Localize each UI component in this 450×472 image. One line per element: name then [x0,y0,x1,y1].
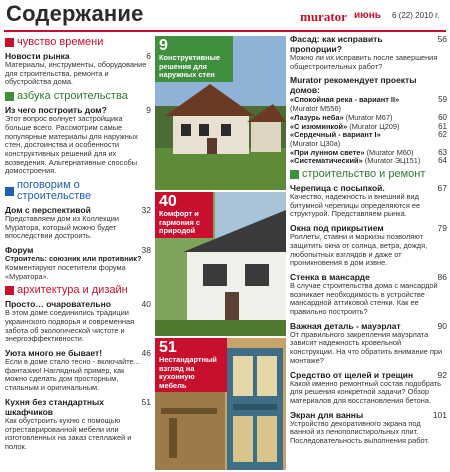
project-code: (Murator M60) [366,147,414,157]
item-title: Экран для ванны [290,409,364,420]
left-column [5,34,151,472]
toc-item-too-much[interactable] [5,348,151,393]
project-code: (Murator M67) [345,112,393,122]
item-desc: Как обустроить кухню с помощью отреставрированной мебели или изготовленных на заказ стеллажей и полок. [5,415,132,451]
section-marker-icon [5,187,14,196]
item-desc: Этот вопрос волнует застройщика больше всего. Рассмотрим самые популярные материалы для наружных стен, достоинства и особенности конструктивных решений для их возведения. Альтернативные способы домостроения. [5,114,138,176]
section-arch [5,285,151,296]
toc-item-kitchen[interactable] [5,397,151,452]
item-desc: От правильного закрепления мауэрлата зависит надежность кровельной конструкции. На что обратить внимание при монтаже? [290,329,443,365]
item-title: Уюта много не бывает! [5,348,103,359]
header-rule [4,30,446,32]
item-page: 32 [141,205,151,216]
toc-item-attic[interactable] [290,272,447,317]
item-desc: Качество, надежность и внешний вид битумной черепицы определяются ее структурой. Представляем рынка. [290,192,421,219]
section-talk [5,180,151,202]
item-title: Черепица с посыпкой. [290,183,385,194]
project-row[interactable] [290,96,447,113]
item-page: 40 [141,299,151,310]
section-build [5,91,151,102]
issue-number: 6 (22) 2010 г. [392,11,440,20]
item-title: Фасад: как исправить пропорции? [290,34,383,54]
item-page: 9 [146,105,151,116]
item-desc: Устройство декоративного экрана под ванной из пенополистирольных плит. Последовательность выполнения работ. [290,418,430,446]
toc-item-build-from[interactable] [5,105,151,176]
item-page: 38 [141,245,151,256]
section-marker-icon [5,38,14,47]
item-page: 101 [432,409,447,420]
item-title: Стенка в мансарде [290,271,370,282]
header [0,0,450,30]
item-desc: Роллеты, ставни и маркизы позволяют защитить окна от солнца, ветра, дождя, любопытных взглядов и даже от проникновения в дом извне. [290,232,428,268]
item-desc: Представляем дом из Коллекции Муратора, который можно будет впоследствии достроить. [5,214,119,241]
photo-house-nature[interactable] [155,192,286,338]
project-code: (Murator M556) [290,104,341,114]
badge-nature [155,192,213,238]
issue-month: июнь [354,10,381,21]
toc-item-future-house[interactable] [5,205,151,241]
item-title: Окна под прикрытием [290,223,384,234]
badge-text: Конструктивные решения для наружных стен [159,53,221,79]
item-title: Из чего построить дом? [5,105,107,116]
item-subtitle: Строитель: союзник или противник? [5,254,142,264]
brand-logo: murator [300,9,347,24]
project-name: «Спокойная река - вариант II» [290,95,400,105]
project-name: «Лазурь неба» [290,112,344,122]
item-page: 46 [141,348,151,359]
project-page: 60 [438,112,447,122]
project-name: «Систематический» [290,156,363,166]
section-time [5,37,151,48]
project-code: (Murator Ц30a) [290,138,341,148]
badge-text: Нестандартный взгляд на кухонную мебель [159,355,217,390]
project-row[interactable] [290,157,447,166]
toc-item-facade[interactable] [290,34,447,71]
item-page: 67 [437,183,447,194]
badge-text: Комфорт и гармония с природой [159,209,200,235]
photo-kitchen[interactable] [155,338,286,472]
item-desc: Комментируют посетители форума «Муратора». [5,262,126,281]
item-desc: В этом доме соединились традиции украинского подворья и современная забота об экологической чистоте и энергоэффективности. [5,308,135,344]
section-repair [290,169,447,180]
item-title: Дом с перспективой [5,205,91,216]
item-desc: Можно ли их исправить после завершения общестроительных работ? [290,53,438,71]
section-marker-icon [290,170,299,179]
item-page: 86 [437,271,447,282]
item-title: Важная деталь - мауэрлат [290,320,401,331]
toc-item-bath[interactable] [290,410,447,446]
item-page: 6 [146,51,151,61]
toc-item-forum[interactable] [5,245,151,281]
item-title: Просто… очаровательно [5,299,111,310]
project-name: «При лунном свете» [290,147,365,157]
item-desc: В случае строительства дома с мансардой возникает необходимость в устройстве мансардной аттиковой стенки. Как ее правильно построить? [290,280,438,317]
item-desc: Материалы, инструменты, оборудование для строительства, ремонта и обустройства дома. [5,60,147,87]
section-title: поговорим о строительстве [17,179,92,203]
toc-item-recommend [290,75,447,95]
item-title: Кухня без стандартных шкафчиков [5,396,105,417]
item-page: 79 [437,223,447,234]
photo-column [155,36,286,472]
project-code: (Murator ЭЦ151) [364,156,421,166]
toc-item-charming[interactable] [5,299,151,344]
toc-item-cracks[interactable] [290,370,447,406]
item-page: 92 [437,369,447,380]
project-name: «Сердечный - вариант I» [290,130,381,140]
project-name: «С изюминкой» [290,121,348,131]
item-page: 51 [141,396,151,407]
project-page: 63 [438,147,447,157]
project-page: 61 [438,121,447,131]
item-title: Новости рынка [5,51,70,61]
project-code: (Murator Ц209) [349,121,400,131]
toc-item-windows[interactable] [290,223,447,268]
item-page: 56 [437,34,447,44]
badge-page: 9 [159,37,168,54]
project-page: 62 [438,130,447,140]
item-title: Форум [5,245,34,256]
item-desc: Если в доме стало тесно - включайте... фантазию! Наглядный пример, как можно сделать дом просторным, стильным и оригинальным. [5,357,140,393]
section-title: архитектура и дизайн [17,284,128,297]
project-page: 64 [438,156,447,166]
project-row[interactable] [290,131,447,148]
item-title: Murator рекомендует проекты домов: [290,75,417,96]
item-desc: Какой именно ремонтный состав подобрать для решения конкретной задачи? Обзор материалов для восстановления бетона. [290,378,441,405]
badge-walls [155,36,233,82]
section-title: азбука строительства [17,90,128,103]
item-title: Средство от щелей и трещин [290,369,414,380]
section-marker-icon [5,92,14,101]
badge-page: 40 [159,193,177,210]
toc-item-news[interactable] [5,51,151,87]
toc-item-tile[interactable] [290,183,447,219]
project-page: 59 [438,95,447,105]
badge-kitchen [155,338,227,392]
photo-house-walls[interactable] [155,36,286,192]
section-marker-icon [5,286,14,295]
right-column [290,34,447,472]
section-title: строительство и ремонт [302,168,426,181]
toc-item-mauerlat[interactable] [290,321,447,366]
item-page: 90 [437,320,447,331]
badge-page: 51 [159,339,177,356]
page-title: Содержание [6,1,144,26]
section-title: чувство времени [17,36,104,48]
